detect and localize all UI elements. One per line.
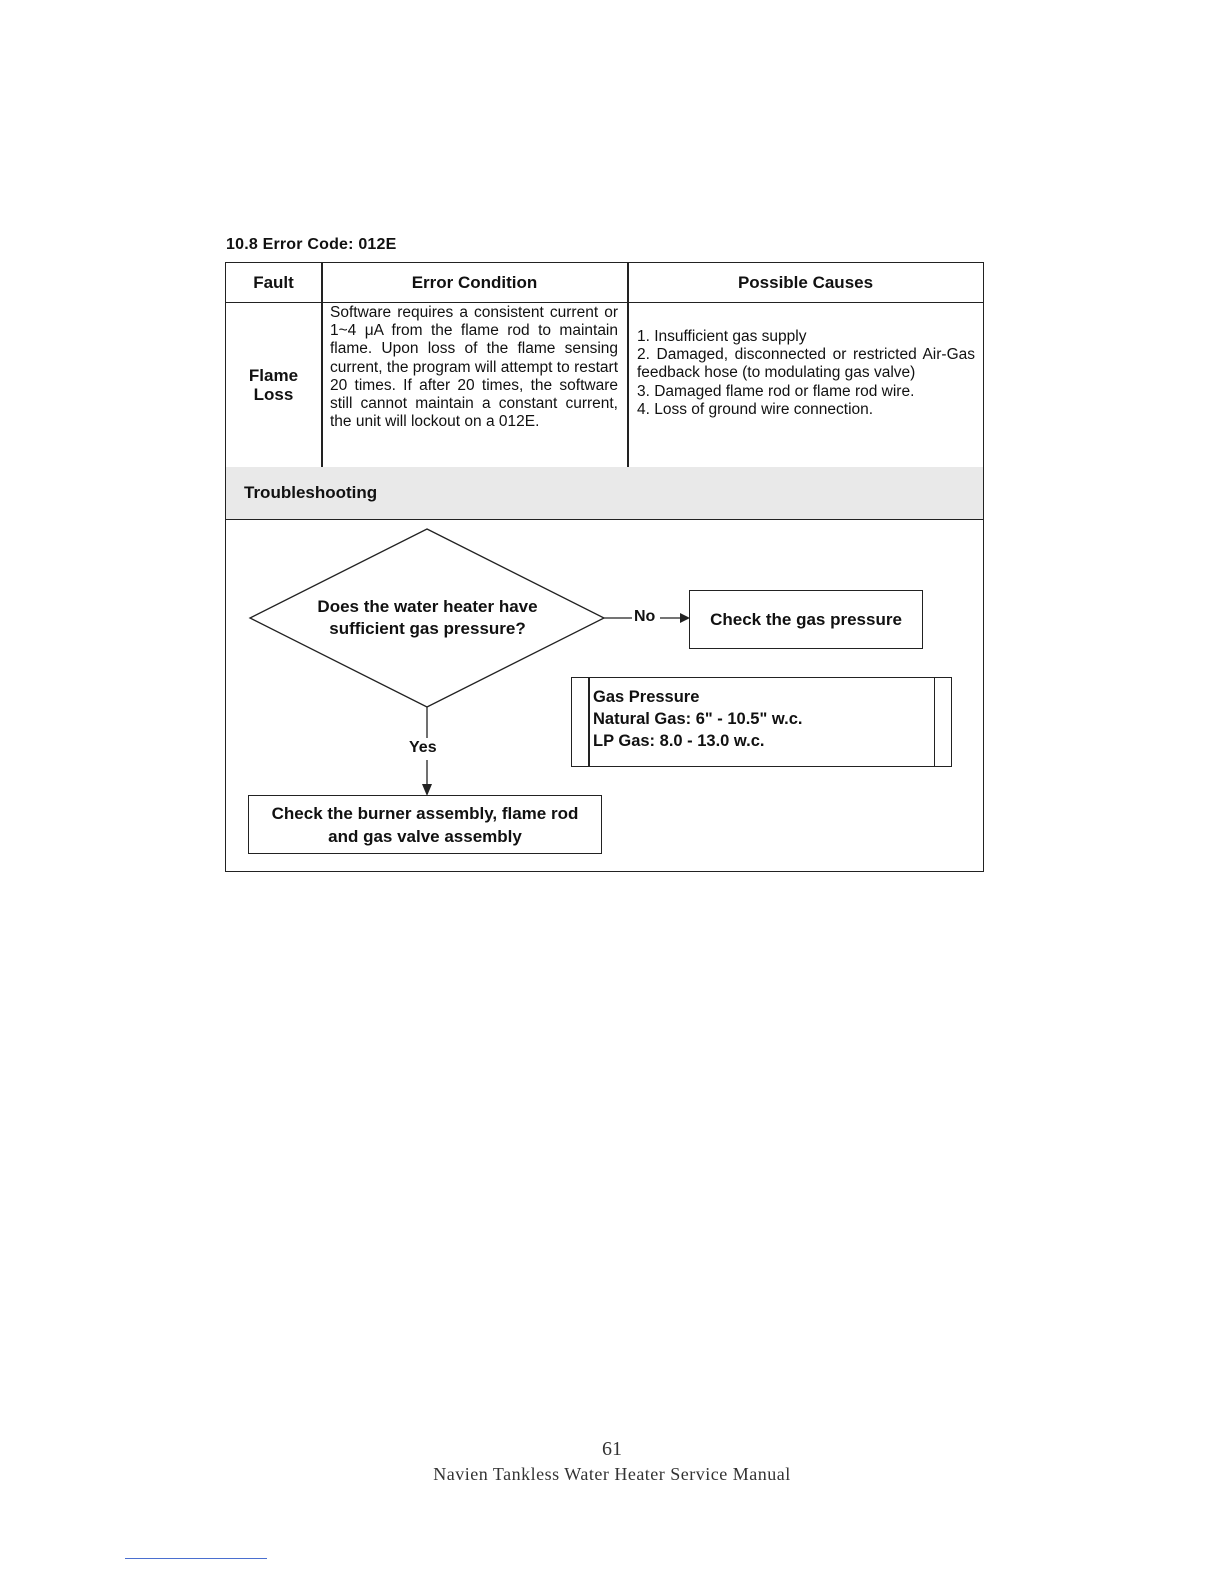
cause-item: 3. Damaged flame rod or flame rod wire. <box>637 382 915 400</box>
no-label: No <box>634 608 656 625</box>
lp-gas-pressure: LP Gas: 8.0 - 13.0 w.c. <box>593 732 765 750</box>
check-burner-assembly-box: Check the burner assembly, flame rod and gas valve assembly <box>248 795 602 854</box>
cause-item: 2. Damaged, disconnected or restricted Air-Gas feedback hose (to modulating gas valve) <box>637 346 975 382</box>
natural-gas-pressure: Natural Gas: 6" - 10.5" w.c. <box>593 710 803 728</box>
footer-rule <box>125 1558 267 1559</box>
section-title: 10.8 Error Code: 012E <box>226 236 397 253</box>
header-possible-causes: Possible Causes <box>737 272 874 292</box>
troubleshooting-label: Troubleshooting <box>244 483 378 502</box>
gas-pressure-box <box>571 677 952 767</box>
decision-text: Does the water heater have sufficient gas pressure? <box>317 597 538 638</box>
page-number: 61 <box>602 1438 622 1460</box>
header-fault: Fault <box>253 272 294 292</box>
cause-item: 1. Insufficient gas supply <box>637 328 807 345</box>
manual-title: Navien Tankless Water Heater Service Manual <box>433 1464 791 1484</box>
header-error-condition: Error Condition <box>411 272 538 292</box>
error-condition-cell: Software requires a consistent current or 1~4 μA from the flame rod to maintain flame. Upon loss of the flame sensing current, the program will attempt to restart 20 times. If after 20 times, the software still cannot maintain a constant current, the unit will lockout on a 012E. <box>330 304 618 431</box>
cause-item: 4. Loss of ground wire connection. <box>637 400 874 418</box>
gas-pressure-title: Gas Pressure <box>593 688 700 706</box>
gas-pressure-text <box>593 686 802 752</box>
fault-cell: Flame Loss <box>248 365 299 404</box>
check-gas-pressure-box: Check the gas pressure <box>689 590 923 649</box>
yes-label: Yes <box>409 739 437 756</box>
